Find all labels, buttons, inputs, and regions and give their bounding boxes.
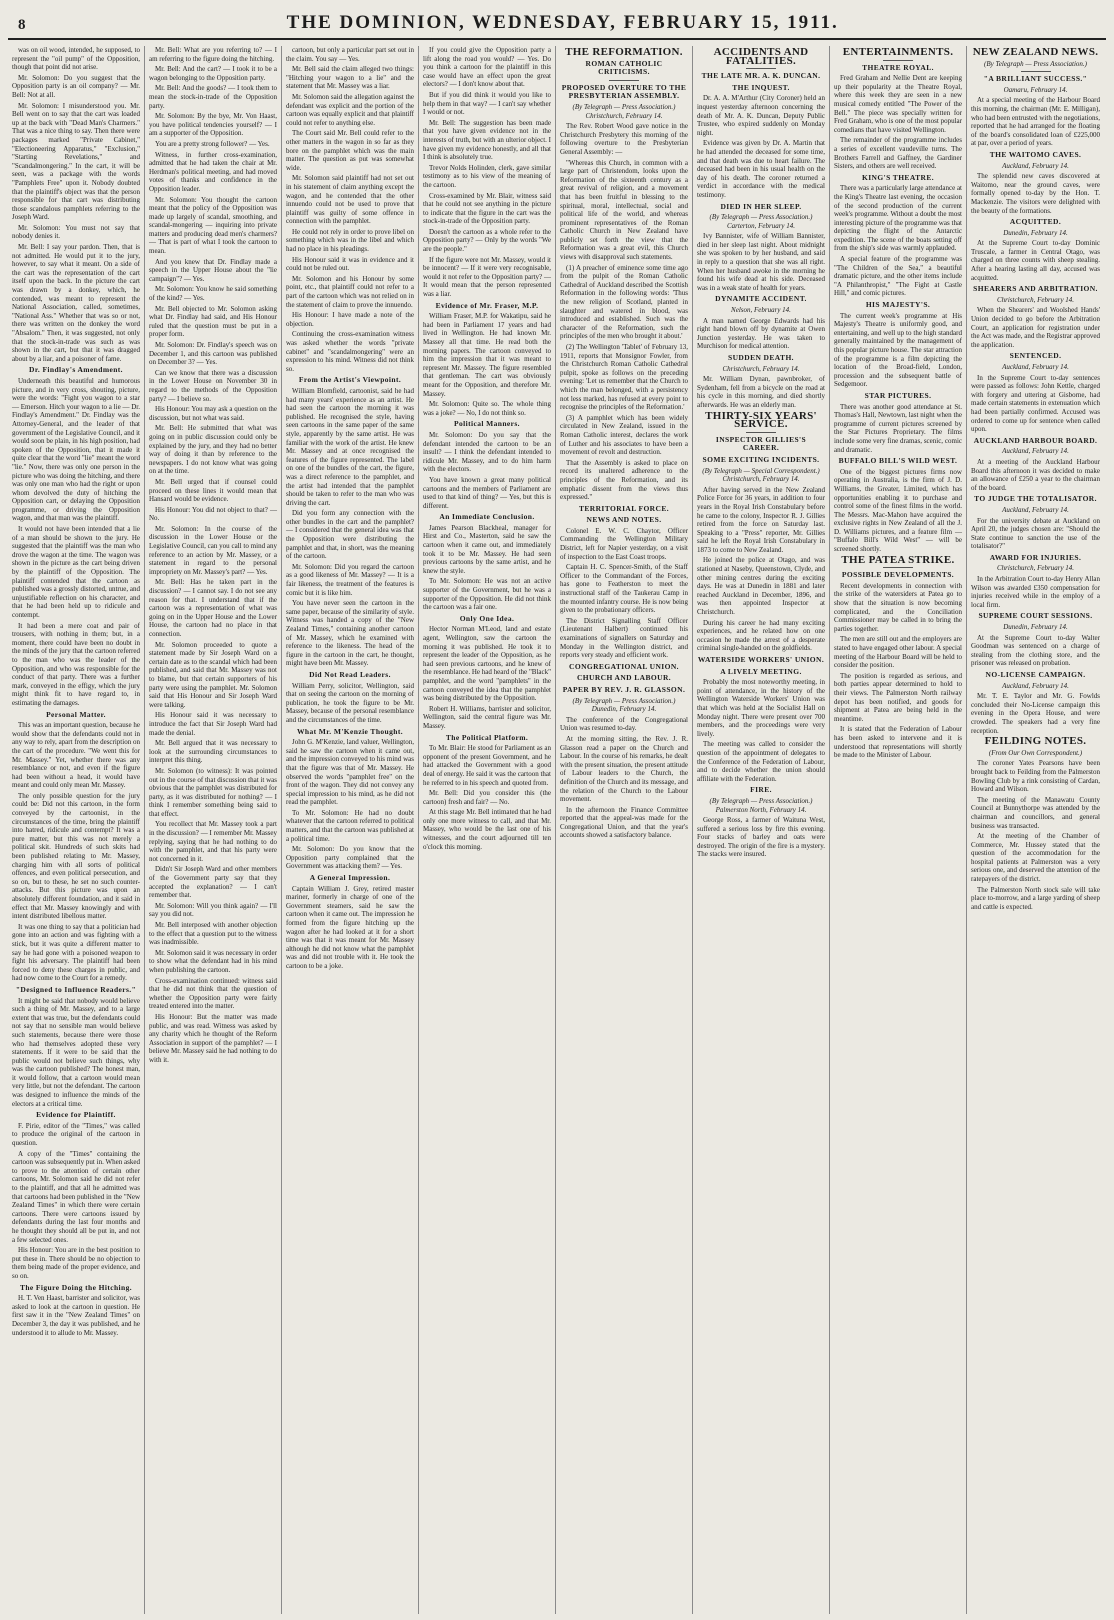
article-paragraph: But if you did think it would you like to help them in that way? — I can't say whether I would or not. <box>423 90 551 117</box>
subheading: "A BRILLIANT SUCCESS." <box>983 74 1088 84</box>
page-number: 8 <box>18 17 26 33</box>
article-paragraph: (3) A pamphlet which has been widely circulated in New Zealand, issued in the Roman Catholic interest, declares the work of Luther and his associates to have been a movement of revolt and destruction. <box>560 413 688 457</box>
article-paragraph: Didn't Sir Joseph Ward and other members of the Government party say that they accepted the explanation? — I can't remember that. <box>149 865 277 900</box>
subheading: SOME EXCITING INCIDENTS. <box>702 454 820 464</box>
dateline: Christchurch, February 14. <box>996 564 1075 573</box>
article-paragraph: You recollect that Mr. Massey took a part in the discussion? — I remember Mr. Massey replying, saying that he had nothing to do with the pamphlet, and that his party were not concerned in it. <box>149 820 277 863</box>
article-paragraph: Dr. A. A. M'Arthur (City Coroner) held an inquest yesterday afternoon concerning the death of Mr. A. K. Duncan, Deputy Public Trustee, who expired suddenly on Monday night. <box>697 94 825 137</box>
article-paragraph: Fred Graham and Nellie Dent are keeping up their popularity at the Theatre Royal, where this week they are seen in a new musical comedy entitled "The Power of the Bell." The piece was specially written for Fred Graham, who is one of the most popular comedians that have visited Wellington. <box>834 74 962 134</box>
subheading: SUDDEN DEATH. <box>728 353 794 362</box>
section-rule <box>883 60 913 61</box>
dateline: Auckland, February 14. <box>1002 681 1069 690</box>
subheading: "Designed to Influence Readers." <box>15 984 137 994</box>
dateline: (By Telegraph — Press Association.) Dunedin, February 14. <box>572 696 676 714</box>
section-rule <box>746 68 776 69</box>
article-paragraph: Mr. Solomon: I misunderstood you. Mr. Bell went on to say that the cart was loaded up at the back with "Dead Man's Charmers." That was a nice thing to say. Then there were packages marked "Private Cabinet," "Electioneering Apparatus," "Exclusion," "Starting Revelations," and "Scandalmongering." In the cart, it will be seen, was a package with the words "Pamphlets Free" upon it. Nobody doubted that the plaintiff's object was that the person responsible for that cart was distributing those scandalous pamphlets referring to the Joseph Ward. <box>12 101 140 222</box>
column-3 <box>282 46 419 1614</box>
subheading: WATERSIDE WORKERS' UNION. <box>697 655 825 664</box>
article-paragraph: If you could give the Opposition party a lift along the road you would? — Yes. Do you think a cartoon for the plaintiff in this case would have an effect upon the great electors? — I don't know about that. <box>423 46 551 89</box>
article-paragraph: For the university debate at Auckland on April 20, the judges chosen are: "Should the State continue to sanction the use of the totalisator?" <box>971 516 1100 551</box>
article-paragraph: It might be said that nobody would believe such a thing of Mr. Massey, and to a large extent that was true, but the defendants could not say that no sensible man would believe such statements, because there were those who had themselves adopted these very statements. If it were to be said that the public would not believe such things, why was the cartoon published? The honest man, it would follow, that a cartoon would mean very little, but not the defendant. The cartoon was designed to influence the minds of the electors at a critical time. <box>12 996 140 1108</box>
subheading: Personal Matter. <box>46 709 106 719</box>
article-paragraph: Doesn't the cartoon as a whole refer to the Opposition party? — Only by the words "We are the people." <box>423 227 551 254</box>
article-paragraph: Mr. Bell: Did you consider this (the cartoon) fresh and fair? — No. <box>423 789 551 806</box>
article-paragraph: The men are still out and the employers are stated to have engaged other labour. A special meeting of the Harbour Board will be held to consider the position. <box>834 635 962 670</box>
article-paragraph: "Whereas this Church, in common with a large part of Christendom, looks upon the Reformation of the sixteenth century as a great revival of religion, and a movement that has been fruitful in blessing to the spiritual, moral, intellectual, social and political life of the world, and whereas prominent representatives of the Roman Catholic Church in New Zealand have publicly set forth the view that the Reformation was a great evil, this Church views with disapproval such statements. <box>560 158 688 262</box>
article-paragraph: Mr. Solomon said the allegation against the defendant was explicit and the portion of the cartoon was equally explicit and that plaintiff could not refer to anything else. <box>286 92 414 127</box>
article-paragraph: Mr. Bell: The suggestion has been made that you have given evidence not in the interests of truth, but with an ulterior object. I have given my evidence honestly, and all that I think is absolutely true. <box>423 118 551 162</box>
column-7 <box>830 46 967 1614</box>
article-paragraph: The only possible question for the jury could be: Did not this cartoon, in the form conveyed by the cartoonist, in the circumstances of the time, bring the plaintiff into hatred, ridicule and contempt? It was a pure matter, but this was not merely a political skit. Hundreds of such skits had been published relating to Mr. Massey, charging him with all sorts of political offences, and even political persecution, and so on, but to these, he set no such counter-attacks. But this picture was upon an absolutely different foundation, and it said in effect that Mr. Massey knowingly and with intent distributed libellous matter. <box>12 791 140 921</box>
article-paragraph: Mr. Solomon: By the bye, Mr. Von Haast, you have political tendencies yourself? — I am a supporter of the Opposition. <box>149 112 277 138</box>
article-paragraph: Mr. William Dynan, pawnbroker, of Sydenham, fell from a bicycle on the road at his cycle in this morning, and died shortly afterwards. He was an elderly man. <box>697 375 825 409</box>
article-paragraph: The position is regarded as serious, and both parties appear determined to hold to their views. The Palmerston North railway depot has been notified, and goods for shipment at Patea are being held in the meantime. <box>834 671 962 723</box>
subheading: NO-LICENSE CAMPAIGN. <box>985 670 1086 679</box>
article-paragraph: This was an important question, because he would show that the defendants could not in any way to rely, apart from the description on the cart of the procedure. "We went this for Mr. Massey." Yet, whether there was any resemblance or not, and even if the figure had been without a head, it would have meant and could only mean Mr. Massey. <box>12 721 140 790</box>
article-paragraph: James Pearson Blackheal, manager for Hirst and Co., Masterton, said he saw the cartoon when it came out, and immediately took it to be Mr. Massey. He had seen previous cartoons by the same artist, and he knew the style. <box>423 523 551 575</box>
article-paragraph: To Mr. Solomon: He had no doubt whatever that the cartoon referred to political matters, and that the cartoon was published at a political time. <box>286 808 414 843</box>
subheading: CONGREGATIONAL UNION. <box>569 661 679 671</box>
newspaper-title: THE DOMINION, WEDNESDAY, FEBRUARY 15, 1911. <box>286 12 839 33</box>
section-headline: THE REFORMATION. <box>565 46 683 58</box>
article-paragraph: Cross-examined by Mr. Blair, witness said that he could not see anything in the picture to indicate that the figure in the cart was the stock-in-trade of the Opposition party. <box>423 191 551 226</box>
subheading: A LIVELY MEETING. <box>720 666 802 676</box>
article-paragraph: If the figure were not Mr. Massey, would it be innocent? — If it were very recognisable, would it not refer to the Opposition party? — It would mean that the person represented was a liar. <box>423 255 551 299</box>
article-paragraph: The conference of the Congregational Union was resumed to-day. <box>560 715 688 733</box>
article-paragraph: The meeting was called to consider the question of the appointment of delegates to the Conference of the Federation of Labour, and to decide whether the union should affiliate with the Federation. <box>697 740 825 783</box>
article-paragraph: Ivy Bannister, wife of William Bannister, died in her sleep last night. About midnight she was spoken to by her husband, and said in reply to a question that she was all right. When her husband awoke in the morning he found his wife dead at his side. Deceased was in a weak state of health for years. <box>697 232 825 292</box>
article-paragraph: was on oil wood, intended, he supposed, to represent the "oil pump" of the Opposition, though that point did not arise. <box>12 46 140 72</box>
article-paragraph: After having served in the New Zealand Police Force for 36 years, in addition to four years in the Royal Irish Constabulary before he came to the colony, Inspector R. J. Gillies retired from the force on Saturday last. Speaking to a "Press" reporter, Mr. Gillies said he left the Royal Irish Constabulary in 1873 to come to New Zealand. <box>697 485 825 554</box>
article-paragraph: Mr. Solomon: Do you know that the Opposition party complained that the Government was attacking them? — Yes. <box>286 845 414 871</box>
article-paragraph: Mr. Bell interposed with another objection to the effect that a question put to the witness was inadmissible. <box>149 921 277 947</box>
newspaper-page <box>8 6 1106 1614</box>
article-paragraph: At this stage Mr. Bell intimated that he had only one more witness to call, and that Mr. Massey, who would be the last one of his witnesses, and the court adjourned till ten o'clock this morning. <box>423 808 551 851</box>
subheading: Did Not Read Leaders. <box>309 669 391 679</box>
article-paragraph: In the Supreme Court to-day sentences were passed as follows: John Kettle, charged with forgery and uttering at Gisborne, had made certain statements in extenuation which had been partially confirmed. Accused was ordered to come up for sentence when called upon. <box>971 373 1100 434</box>
article-paragraph: Mr. Solomon and his Honour by some point, etc., that plaintiff could not refer to a part of the cartoon which was not relied on in the statement of claim to prove the innuendo. <box>286 274 414 309</box>
section-headline: THIRTY-SIX YEARS' SERVICE. <box>705 409 817 431</box>
article-paragraph: In the afternoon the Finance Committee reported that the appeal-was made for the Congregational Union, and that the year's accounts showed a satisfactory balance. <box>560 805 688 840</box>
article-paragraph: William Blomfield, cartoonist, said he had had many years' experience as an artist. He had seen the cartoon the morning it was published. He recognised the style, having seen cartoons in the same paper of the same style, apparently by the same artist. He was familiar with the work of the artist. He knew Mr. Massey and at once recognised the features of the figure represented. The label on one of the bundles of the cart, the figure, was a direct reference to the pamphlet, and the artist had intended that the pamphlet should be taken to refer to the man who was driving the cart. <box>286 386 414 507</box>
article-paragraph: Mr. Solomon: In the course of the discussion in the Lower House or the Legislative Council, can you call to mind any reference to an action by Mr. Massey, or a statement in regard to the personal impropriety on Mr. Massey's part? — Yes. <box>149 524 277 576</box>
article-paragraph: Captain William J. Grey, retired master mariner, formerly in charge of one of the Government steamers, said he saw the cartoon when it came out. The impression he formed from the figure hitching up the wagon after he had looked at it for a short time was that it was meant for Mr. Massey although he did not know what the pamphlet was and did not trouble with it. He took the cartoon to be a joke. <box>286 884 414 970</box>
article-paragraph: His Honour: You did not object to that? — No. <box>149 505 277 523</box>
section-rule <box>883 567 913 568</box>
article-paragraph: Mr. Solomon: Quite so. The whole thing was a joke? — No, I do not think so. <box>423 400 551 417</box>
article-paragraph: At the Supreme Court to-day Walter Goodman was sentenced on a charge of stealing from the clothing store, and the prisoner was released on probation. <box>971 633 1100 668</box>
subheading: FIRE. <box>750 785 772 795</box>
column-4 <box>419 46 556 1614</box>
subheading: ACQUITTED. <box>1009 217 1062 227</box>
dateline: Auckland, February 14. <box>1002 161 1069 170</box>
dateline: (By Telegraph — Press Association.) <box>984 59 1087 68</box>
dateline: Christchurch, February 14. <box>996 295 1075 304</box>
article-paragraph: Trevor Nolds Holinden, clerk, gave similar testimony as to his view of the meaning of the cartoon. <box>423 163 551 189</box>
subheading: THE INQUEST. <box>732 82 790 92</box>
article-paragraph: F. Pirie, editor of the "Times," was called to produce the original of the cartoon in question. <box>12 1121 140 1148</box>
subheading: STAR PICTURES. <box>864 390 932 400</box>
article-paragraph: You have known a great many political cartoons and the members of Parliament are used to that kind of thing? — Yes, but this is different. <box>423 475 551 510</box>
article-paragraph: William Perry, solicitor, Wellington, said that on seeing the cartoon on the morning of publication, he took the figure to be Mr. Massey, because of the personal resemblance and the circumstances of the time. <box>286 681 414 724</box>
article-paragraph: To Mr. Blair: He stood for Parliament as an opponent of the present Government, and he had attacked the Government with a good deal of energy. He said it was the cartoon that he referred to in his speech and quoted from. <box>423 744 551 787</box>
subheading: An Immediate Conclusion. <box>439 512 535 522</box>
dateline: (By Telegraph — Press Association.) Palmerston North, February 14. <box>709 796 813 814</box>
article-paragraph: His Honour: You are in the best position to put these in. There should be no objection to them being made of the proper evidence, and so on. <box>12 1246 140 1280</box>
article-paragraph: Mr. Bell: Has he taken part in the discussion? — I cannot say. I do not see any reason for that. I understand that if the cartoon was a representation of what was going on in the Upper House and the Lower House, the cartoon had no place in that connection. <box>149 578 277 638</box>
article-paragraph: The Court said Mr. Bell could refer to the other matters in the wagon in so far as they bore on the pamphlet which was the main matter. The question as put was somewhat wide. <box>286 129 414 172</box>
article-paragraph: There was a particularly large attendance at the King's Theatre last evening, the occasion of the second production of the current week's programme. Without a doubt the most interesting picture of the programme was that depicting the flight of the Antarctic expedition. The scene of the boats setting off from the ship's side was warmly applauded. <box>834 184 962 253</box>
section-headline: NEW ZEALAND NEWS. <box>972 46 1099 58</box>
dateline: (By Telegraph — Special Correspondent.) Christchurch, February 14. <box>702 466 820 484</box>
article-paragraph: George Ross, a farmer of Waituna West, suffered a serious loss by fire this evening. Four stacks of barley and oats were destroyed. The origin of the fire is a mystery. The stacks were insured. <box>697 816 825 859</box>
article-paragraph: Recent developments in connection with the strike of the watersiders at Patea go to show that the situation is now becoming complicated, and the Conciliation Commissioner may be called in to bring the parties together. <box>834 581 962 633</box>
subheading: Dr. Findlay's Amendment. <box>29 365 123 375</box>
article-paragraph: cartoon, but only a particular part set out in the claim. You say — Yes. <box>286 46 414 63</box>
article-paragraph: You have never seen the cartoon in the same paper, because of the similarity of style. Witness was handed a copy of the "New Zealand Times," containing another cartoon of Mr. Massey, which he examined with reference to the likeness. The head of the figure in the cartoon in the cart, he thought, might have been Mr. Massey. <box>286 599 414 668</box>
article-paragraph: The Palmerston North stock sale will take place to-morrow, and a large yarding of sheep and cattle is expected. <box>971 885 1100 911</box>
article-paragraph: Mr. Bell: And the goods? — I took them to mean the stock-in-trade of the Opposition party. <box>149 84 277 110</box>
article-paragraph: Witness, in further cross-examination, admitted that he had taken the chair at Mr. Herdman's political meeting, and had moved votes of thanks and confidence in the Opposition leader. <box>149 150 277 193</box>
article-paragraph: Mr. Solomon (to witness): It was pointed out in the course of that discussion that it was obvious that the pamphlet was distributed for party, as it was distributed for nothing? — I think I remember something being said to that effect. <box>149 766 277 818</box>
article-paragraph: Cross-examination continued: witness said that he did not think that the question of whether the Opposition party were fairly treated entered into the matter. <box>149 976 277 1011</box>
article-paragraph: Mr. Solomon: Do you say that the defendant intended the cartoon to be an insult? — I think the defendant intended to ridicule Mr. Massey, and to do him harm with the electors. <box>423 430 551 474</box>
article-paragraph: The current week's programme at His Majesty's Theatre is uniformly good, and entertaining, and well up to the high standard generally maintained by the management of this popular picture house. The star attraction of the programme is a film depicting the location of the Broad-field, London, procession and the subsequent battle of Sedgemoor. <box>834 311 962 389</box>
section-rule <box>609 80 639 81</box>
article-paragraph: John G. M'Kenzie, land valuer, Wellington, said he saw the cartoon when it came out, and the impression conveyed to his mind was that the figure was that of Mr. Massey. He observed the words "pamphlet free" on the front of the wagon. They did not convey any special impression to his mind, as he did not read the pamphlet. <box>286 738 414 807</box>
article-paragraph: One of the biggest pictures firms now operating in Australia, is the firm of J. D. Williams, the Greater, Limited, which has opportunities enabling it to purchase and control some of the finest films in the world. The Messrs. Mac-Mahon have acquired the exclusive rights in New Zealand of all the J. D. Williams pictures, and a feature film — "Buffalo Bill's Wild West" — will be screened shortly. <box>834 467 962 554</box>
article-paragraph: A copy of the "Times" containing the cartoon was subsequently put in. When asked to prove to the attention of certain other cartoons, Mr. Solomon said he did not refer to the plaintiff, and that all he admitted was that cartoons had been published in the "New Zealand Times" in which there were certain cartoons. There were cartoons issued by defendants during the last four months and he thought they should all be put in, and not a few selected ones. <box>12 1149 140 1244</box>
article-paragraph: When the Shearers' and Woolshed Hands' Union decided to go before the Arbitration Court, an application for registration under the Act was made, and the Registrar approved the application. <box>971 306 1100 349</box>
subheading: SUPREME COURT SESSIONS. <box>978 611 1093 621</box>
article-paragraph: Mr. Bell: And the cart? — I took it to be a wagon belonging to the Opposition party. <box>149 65 277 82</box>
subheading: PROPOSED OVERTURE TO THE PRESBYTERIAN ASSEMBLY. <box>561 82 687 101</box>
article-paragraph: Colonel E. W. C. Chaytor, Officer Commanding the Wellington Military District, left for Napier yesterday, on a visit of inspection to the East Coast troops. <box>560 526 688 561</box>
article-columns <box>8 46 1106 1614</box>
article-paragraph: It would not have been intended that a lie of a man should be shown to the jury. He suggested that the plaintiff was the man who drove the wagon at the time. The wagon was shown in the picture as the cart being driven by the plaintiff of the Opposition. The plaintiff contended that the cartoon as published was a grossly distorted, untrue, and unjustifiable reflection on his character, and that he had been held up to ridicule and contempt. <box>12 525 140 619</box>
article-paragraph: Mr. Solomon: You must not say that nobody denies it. <box>12 223 140 241</box>
dateline: Auckland, February 14. <box>1002 505 1069 514</box>
article-paragraph: Probably the most noteworthy meeting, in point of attendance, in the history of the Wellington Waterside Workers' Union was that which was held at the Socialist Hall on Monday night. There were present over 700 members, and the proceedings were very lively. <box>697 678 825 738</box>
dateline: (By Telegraph — Press Association.) Carterton, February 14. <box>709 213 813 230</box>
article-paragraph: Mr. Solomon: Dr. Findlay's speech was on December 1, and this cartoon was published on December 3? — Yes. <box>149 341 277 367</box>
article-paragraph: The remainder of the programme includes a series of excellent vaudeville turns. The Brothers Farrell and Gaffney, the Gardiner Sisters, and others are well received. <box>834 136 962 171</box>
article-paragraph: His Honour said it was in evidence and it could not be ruled out. <box>286 255 414 273</box>
article-paragraph: His Honour: But the matter was made public, and was read. Witness was asked by any charity which he thought of the Reform Association in support of the pamphlet? — I believe Mr. Massey said he had nothing to do with it. <box>149 1012 277 1064</box>
dateline: Dunedin, February 14. <box>1003 228 1068 237</box>
article-paragraph: His Honour: You may ask a question on the discussion, but not what was said. <box>149 405 277 422</box>
subheading: Evidence for Plaintiff. <box>36 1110 116 1120</box>
section-headline: THE PATEA STRIKE. <box>841 553 955 566</box>
article-paragraph: Mr. Bell: He submitted that what was going on in public discussion could only be explained by the jury, and they had no better way of doing it than by reference to the newspapers. I do not know what was going on at the time. <box>149 424 277 476</box>
article-paragraph: Mr. Solomon said it was necessary in order to show what the defendant had in his mind when publishing the cartoon. <box>149 948 277 974</box>
article-paragraph: During his career he had many exciting experiences, and he related how on one occasion he made the arrest of a desperate criminal single-handed on the goldfields. <box>697 618 825 653</box>
article-paragraph: His Honour said it was necessary to introduce the fact that Sir Joseph Ward had made the denial. <box>149 711 277 737</box>
subheading: SHEARERS AND ARBITRATION. <box>973 284 1098 294</box>
article-paragraph: H. T. Ven Haast, barrister and solicitor, was asked to look at the cartoon in question. He first saw it in the "New Zealand Times" on December 3, the day it was published, and he understood it to allude to Mr. Massey. <box>12 1294 140 1337</box>
dateline: (From Our Own Correspondent.) <box>988 748 1083 757</box>
dateline: (By Telegraph — Press Association.) Christchurch, February 14. <box>572 102 676 120</box>
subheading: AWARD FOR INJURIES. <box>989 552 1082 562</box>
article-paragraph: At the meeting of the Chamber of Commerce, Mr. Hussey stated that the question of the accommodation for the hospital patients at Palmerston was a very serious one, and deserved the attention of the ratepayers of the district. <box>971 832 1100 884</box>
subheading: THE WAITOMO CAVES. <box>989 149 1082 159</box>
dateline: Christchurch, February 14. <box>722 364 800 373</box>
article-paragraph: A man named George Edwards had his right hand blown off by dynamite at Owen Junction yesterday. He was taken to Murchison for medical attention. <box>697 316 825 351</box>
article-paragraph: Mr. Solomon said plaintiff had not set out in his statement of claim anything except the wagon, and he contended that the other innuendo could not be used to prove that plaintiff was guilty of some offence in connection with the pamphlet. <box>286 174 414 226</box>
article-paragraph: There was another good attendance at St. Thomas's Hall, Newtown, last night when the programme of current pictures screened by the Star Pictures Proprietary. The films include some very fine dramas, scenic, comic and dramatic. <box>834 402 962 454</box>
article-paragraph: The District Signalling Staff Officer (Lieutenant Halbert) continued his examinations of signallers on Saturday and Monday in the Wellington district, and reports very steady and efficient work. <box>560 616 688 660</box>
article-paragraph: A special feature of the programme was "The Children of the Sea," a beautiful dramatic picture, and the other items include "A Philanthropist," "The Fight at Castle Hill," and comic pictures. <box>834 255 962 298</box>
dateline: Nelson, February 14. <box>731 306 791 315</box>
subheading: The Political Platform. <box>445 732 529 742</box>
article-paragraph: Mr. Bell objected to Mr. Solomon asking what Dr. Findlay had said, and His Honour ruled that the question must be put in a proper form. <box>149 304 277 339</box>
article-paragraph: The meeting of the Manawatu County Council at Bunnythorpe was attended by the chairman and councillors, and general business was transacted. <box>971 795 1100 830</box>
article-paragraph: Mr. Bell said the claim alleged two things: "Hitching your wagon to a lie" and the statement that Mr. Massey was a liar. <box>286 65 414 91</box>
article-paragraph: Mr. Bell: I say your pardon. Then, that is not admitted. He would put it to the jury, however, to say what it meant. On a side of the cart was the representation of the cart itself upon the back. In the picture the cart was drawn by a donkey, which, he contended, was meant to represent the National Association, called, sometimes, "National Ass." Whether that was so or not, there was written on the donkey the word "Absalom." Then, it was suggested, not only that the stock-in-trade was such as was shown in the cart, but that it was dragged about by a liar, and a poisoner of fame. <box>12 243 140 363</box>
section-rule <box>1021 71 1051 72</box>
article-paragraph: Mr. Solomon: You thought the cartoon meant that the policy of the Opposition was made up largely of scandal, smoothing, and scandal-mongering — inquiring into private matters and producing dead men's charmers? — That is part of what I took the cartoon to mean. <box>149 195 277 256</box>
article-paragraph: Mr. Bell: What are you referring to? — I am referring to the figure doing the hitching. <box>149 46 277 63</box>
article-paragraph: The coroner Yates Pearsons have been brought back to Feilding from the Palmerston Bowling Club by a rink consisting of Cardan, Howard and Wilson. <box>971 759 1100 794</box>
subheading: HIS MAJESTY'S. <box>865 300 931 310</box>
subheading: A General Impression. <box>309 873 391 883</box>
article-paragraph: Did you form any connection with the other bundles in the cart and the pamphlet? — I considered that the general idea was that the Opposition were distributing the pamphlet and that, in short, was the meaning of the cartoon. <box>286 509 414 561</box>
article-paragraph: Captain H. C. Spencer-Smith, of the Staff Officer to the Commandant of the Forces, has gone to Featherston to meet the instructional staff of the Taukerau Camp in the mounted infantry course. He is now being given to the probationary officers. <box>560 563 688 615</box>
subheading: INSPECTOR GILLIES'S CAREER. <box>715 434 807 453</box>
dateline: Dunedin, February 14. <box>1003 623 1068 632</box>
article-paragraph: Robert H. Williams, barrister and solicitor, Wellington, said the central figure was Mr. Massey. <box>423 704 551 730</box>
article-paragraph: At the Supreme Court to-day Dominic Truscale, a farmer in Central Otago, was charged on three counts with sheep stealing. After a hearing lasting all day, accused was acquitted. <box>971 239 1100 282</box>
subheading: NEWS AND NOTES. <box>586 515 662 525</box>
subheading: POSSIBLE DEVELOPMENTS. <box>841 570 955 580</box>
article-paragraph: It is stated that the Federation of Labour has been asked to intervene and it is understood that representations will shortly be made to the Minister of Labour. <box>834 725 962 760</box>
article-paragraph: At a special meeting of the Harbour Board this morning, the chairman (Mr. E. Milligan), who had been entrusted with the negotiations, reported that he had arranged for the floating of the board's consolidated loan of £225,000 at par, over a period of years. <box>971 96 1100 148</box>
article-paragraph: Mr. T. E. Taylor and Mr. G. Fowlds concluded their No-License campaign this evening in the Opera House, and were crowded. The speakers had a very fine reception. <box>971 692 1100 735</box>
subheading: DIED IN HER SLEEP. <box>720 201 802 211</box>
article-paragraph: It was one thing to say that a politician had gone into an action and was fighting with a stick, but it was quite a different matter to say he had gone with a poisoned weapon to fight his adversary. The plaintiff had been forced to deny these charges in public, and had now come to the Court for a remedy. <box>12 922 140 983</box>
section-headline: FEILDING NOTES. <box>984 735 1087 748</box>
subheading: BUFFALO BILL'S WILD WEST. <box>838 456 958 466</box>
subheading: ROMAN CATHOLIC CRITICISMS. <box>585 58 663 77</box>
article-paragraph: Mr. Solomon: Do you suggest that the Opposition party is an oil company? — Mr. Bell: Not at all. <box>12 73 140 99</box>
subheading: CHURCH AND LABOUR. <box>576 673 672 683</box>
subheading: The Figure Doing the Hitching. <box>19 1282 133 1292</box>
article-paragraph: Can we know that there was a discussion in the Lower House on November 30 in regard to the methods of the Opposition party? — I believe so. <box>149 368 277 403</box>
article-paragraph: In the Arbitration Court to-day Henry Allan Wilson was awarded £350 compensation for injuries received while in the employ of a local firm. <box>971 575 1100 609</box>
article-paragraph: Mr. Bell argued that it was necessary to look at the surrounding circumstances to interpret this thing. <box>149 739 277 765</box>
article-paragraph: To Mr. Solomon: He was not an active supporter of the Government, but he was a supporter of the Opposition. He did not think the cartoon was a fair one. <box>423 577 551 612</box>
article-paragraph: The splendid new caves discovered at Waitomo, near the ground caves, were formally opened to-day by the Hon. T. Mackenzie. The visitors were delighted with the beauty of the formations. <box>971 172 1100 215</box>
article-paragraph: At the morning sitting, the Rev. J. R. Glasson read a paper on the Church and Labour. In the course of his remarks, he dealt with the present situation, the present attitude of Labour leaders to the Church, the definition of the Church and its message, and the relation of the Church to the Labour movement. <box>560 734 688 804</box>
section-headline: ENTERTAINMENTS. <box>842 46 954 58</box>
article-paragraph: (2) The Wellington 'Tablet' of February 13, 1911, reports that Monsignor Fowler, from the Christchurch Roman Catholic Cathedral pulpit, spoke as follows on the preceding evening: 'Let us remember that the Church to which the man belonged, with a persistency not less marked, has refused at every point to recognise the principles of the Reformation.' <box>560 343 688 412</box>
article-paragraph: Mr. Solomon: Will you think again? — I'll say you did not. <box>149 901 277 919</box>
article-paragraph: He joined the police at Otago, and was stationed at Naseby, Queenstown, Clyde, and other mining centres during the exciting days. He was at Dunedin in 1881 and later reached Auckland in December, 1896, and was then appointed Inspector at Christchurch. <box>697 556 825 617</box>
article-paragraph: Evidence was given by Dr. A. Martin that he had attended the deceased for some time, and that death was due to heart failure. The deceased had been in his usual health on the day of his death. The coroner returned a verdict in accordance with the medical testimony. <box>697 139 825 199</box>
subheading: Evidence of Mr. Fraser, M.P. <box>435 300 539 310</box>
subheading: Only One Idea. <box>459 613 515 623</box>
article-paragraph: Mr. Solomon proceeded to quote a statement made by Sir Joseph Ward on a certain date as to the scandal which had been published, and said that Mr. Massey was not to blame, but that certain supporters of his party were using the pamphlet. Mr. Solomon said that His Honour and Sir Joseph Ward were talking. <box>149 640 277 709</box>
subheading: From the Artist's Viewpoint. <box>298 375 402 385</box>
article-paragraph: That the Assembly is asked to place on record its unaltered adherence to the principles of the Reformation, and its emphatic dissent from the views thus expressed." <box>560 458 688 502</box>
subheading: SENTENCED. <box>1009 351 1062 361</box>
dateline: Oamaru, February 14. <box>1003 85 1068 94</box>
article-paragraph: Underneath this beautiful and humorous picture, and in very cross, shouting, picture, were the words: "Fight you wagon to a star — Emerson. Hitch your wagon to a lie — Dr. Findlay's Amendment." Dr. Findlay was the Attorney-General, and the leader of that government of the Legislative Council, and it would soon be plain, in his high position, had spoken of the Opposition, that it made it quite clear that the word "lie" meant the word "lie." Now, there was only one person in the picture who was doing the hitching, and there was only one man who had the right or upon whom devolved the duty of hitching the Opposition cart, or delaying the Opposition programme, or driving the Opposition wagon, and that man was the plaintiff. <box>12 376 140 523</box>
article-paragraph: It had been a mere coat and pair of trousers, with nothing in them; but, in a moment, there could have been no doubt in the minds of the jury that the cartoon referred to the man who was the leader of the Opposition, and who was responsible for the conduct of that party. There was a further mark, conveyed in the effigy, which the jury might think fit to have regard to, in estimating the damages. <box>12 621 140 707</box>
article-paragraph: Mr. Solomon: Did you regard the cartoon as a good likeness of Mr. Massey? — It is a fair likeness, the treatment of the features is comic but it is like him. <box>286 562 414 597</box>
column-6 <box>693 46 830 1614</box>
subheading: THEATRE ROYAL. <box>862 62 934 72</box>
subheading: KING'S THEATRE. <box>862 172 934 182</box>
article-paragraph: Mr. Solomon: You know he said something of the kind? — Yes. <box>149 285 277 303</box>
article-paragraph: Mr. Bell urged that if counsel could proceed on these lines it would mean that Hansard would be evidence. <box>149 477 277 504</box>
dateline: Auckland, February 14. <box>1002 363 1069 371</box>
article-paragraph: He could not rely in order to prove libel on something which was in the libel and which had no place in his pleadings. <box>286 227 414 254</box>
subheading: Political Manners. <box>454 419 520 429</box>
column-2 <box>145 46 282 1614</box>
article-paragraph: At a meeting of the Auckland Harbour Board this afternoon it was decided to make an allowance of £250 a year to the chairman of the board. <box>971 457 1100 492</box>
article-paragraph: The Rev. Robert Wood gave notice in the Christchurch Presbytery this morning of the following overture to the Presbyterian General Assembly: — <box>560 122 688 156</box>
subheading: DYNAMITE ACCIDENT. <box>715 294 807 304</box>
masthead <box>8 6 1106 40</box>
article-paragraph: Hector Norman M'Leod, land and estate agent, Wellington, saw the cartoon the morning it was published. He took it to represent the leader of the Opposition, as he had seen previous cartoons, and he knew of the resemblance. He had heard of the "Black" pamphlet, and the word "pamphlets" in the cartoon conveyed the idea that the pamphlet was being distributed by the Opposition. <box>423 625 551 703</box>
subheading: AUCKLAND HARBOUR BOARD. <box>973 435 1098 445</box>
article-paragraph: Continuing the cross-examination witness was asked whether the words "private cabinet" and "scandalmongering" were an expression to his mind. Witness did not think so. <box>286 330 414 373</box>
subheading: What Mr. M'Kenzie Thought. <box>296 726 404 736</box>
column-5 <box>556 46 693 1614</box>
subheading: THE LATE MR. A. K. DUNCAN. <box>701 71 821 81</box>
article-paragraph: William Fraser, M.P. for Wakatipu, said he had been in Parliament 17 years and had lived in Wellington. He had known Mr. Massey all that time. He read both the morning papers. The cartoon conveyed to him the impression that it was meant to represent Mr. Massey. The figure resembled that gentleman. The cart was obviously meant for the Opposition, and therefore Mr. Massey. <box>423 312 551 398</box>
article-paragraph: And you knew that Dr. Findlay made a speech in the Upper House about the "lie campaign"? — Yes. <box>149 257 277 283</box>
article-paragraph: You are a pretty strong follower? — Yes. <box>155 139 270 148</box>
article-paragraph: His Honour: I have made a note of the objection. <box>286 311 414 328</box>
section-rule <box>746 432 776 433</box>
column-8 <box>967 46 1104 1614</box>
dateline: Auckland, February 14. <box>1002 447 1069 456</box>
subheading: PAPER BY REV. J. R. GLASSON. <box>562 684 686 694</box>
column-1 <box>8 46 145 1614</box>
article-paragraph: (1) A preacher of eminence some time ago from the pulpit of the Roman Catholic Cathedral of Auckland described the Scottish Reformation in the following words: 'Thus the new religion of Scotland, planted in slaughter and watered in blood, was introduced and established. Such was the character of the Reformation, such the principles of the men who brought it about.' <box>560 263 688 341</box>
subheading: TO JUDGE THE TOTALISATOR. <box>974 494 1097 504</box>
section-headline: ACCIDENTS AND FATALITIES. <box>713 46 809 67</box>
subheading: TERRITORIAL FORCE. <box>579 503 669 513</box>
